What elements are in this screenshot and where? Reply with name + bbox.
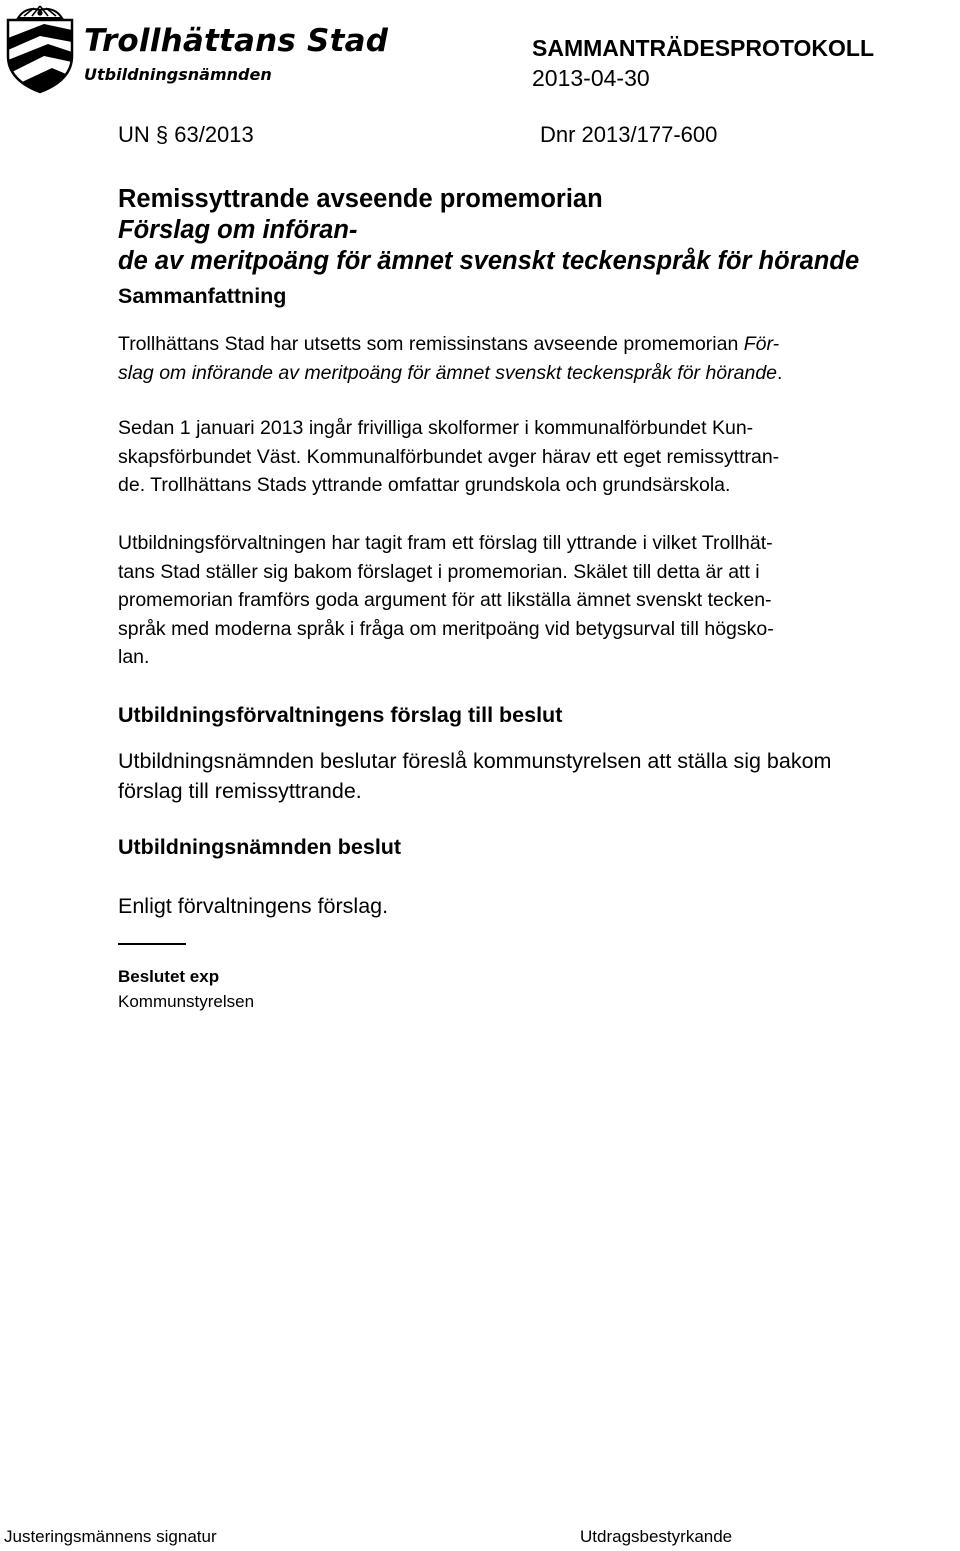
- decision-text: [118, 891, 954, 921]
- summary-p1-line1-plain: Trollhättans Stad har utsetts som remissinstans avseende promemorian: [118, 333, 744, 355]
- summary-paragraph-1: [118, 330, 954, 387]
- summary-p3-line: promemorian framförs goda argument för att likställa ämnet svenskt tecken-: [118, 589, 772, 612]
- decision-line: Enligt förvaltningens förslag.: [118, 894, 389, 918]
- summary-p2-line: Sedan 1 januari 2013 ingår frivilliga skolformer i kommunalförbundet Kun-: [118, 417, 754, 439]
- summary-p3-line: språk med moderna språk i fråga om meritpoäng vid betygsurval till högsko-: [118, 617, 774, 640]
- summary-paragraph-3: [118, 529, 954, 672]
- summary-p1-line1-italic: För-: [743, 333, 780, 355]
- org-logo: [4, 4, 389, 92]
- summary-p3-line: lan.: [118, 646, 150, 669]
- city-crest-icon: [4, 4, 76, 94]
- proposal-text: [118, 746, 954, 806]
- org-department: Utbildningsnämnden: [84, 65, 272, 84]
- proposal-heading: Utbildningsförvaltningens förslag till beslut: [118, 703, 563, 727]
- summary-p2-line: de. Trollhättans Stads yttrande omfattar grundskola och grundsärskola.: [118, 474, 731, 497]
- summary-p1-line2-plain: .: [777, 361, 783, 384]
- summary-p3-line: tans Stad ställer sig bakom förslaget i promemorian. Skälet till detta är att i: [118, 560, 760, 583]
- decision-heading: Utbildningsnämnden beslut: [118, 835, 402, 859]
- meeting-date: 2013-04-30: [532, 65, 650, 91]
- document-type: SAMMANTRÄDESPROTOKOLL: [532, 35, 875, 61]
- signature-divider: [118, 943, 186, 945]
- proposal-line: Utbildningsnämnden beslutar föreslå kommunstyrelsen att ställa sig bakom: [118, 749, 832, 773]
- summary-p1-line2-italic: slag om införande av meritpoäng för ämnet svenskt teckenspråk för hörande: [118, 361, 778, 384]
- summary-p3-line: Utbildningsförvaltningen har tagit fram ett förslag till yttrande i vilket Trollhät-: [118, 532, 773, 554]
- title-line1-italic: Förslag om införan-: [118, 216, 358, 244]
- case-number: UN § 63/2013: [118, 122, 254, 147]
- registration-number: Dnr 2013/177-600: [540, 122, 718, 147]
- proposal-line: förslag till remissyttrande.: [118, 779, 362, 803]
- summary-heading: Sammanfattning: [118, 284, 287, 308]
- page-title: [118, 184, 954, 277]
- title-line1-plain: Remissyttrande avseende promemorian: [118, 185, 603, 213]
- distribution-recipient: Kommunstyrelsen: [118, 992, 255, 1011]
- footer-signature-label: Justeringsmännens signatur: [4, 1527, 217, 1546]
- distribution-label: Beslutet exp: [118, 967, 220, 986]
- footer-certification-label: Utdragsbestyrkande: [580, 1527, 733, 1546]
- title-line2-italic: de av meritpoäng för ämnet svenskt teckenspråk för hörande: [118, 247, 860, 275]
- summary-p2-line: skapsförbundet Väst. Kommunalförbundet avger härav ett eget remissyttran-: [118, 445, 780, 468]
- org-name: Trollhättans Stad: [84, 23, 389, 59]
- summary-paragraph-2: [118, 414, 954, 500]
